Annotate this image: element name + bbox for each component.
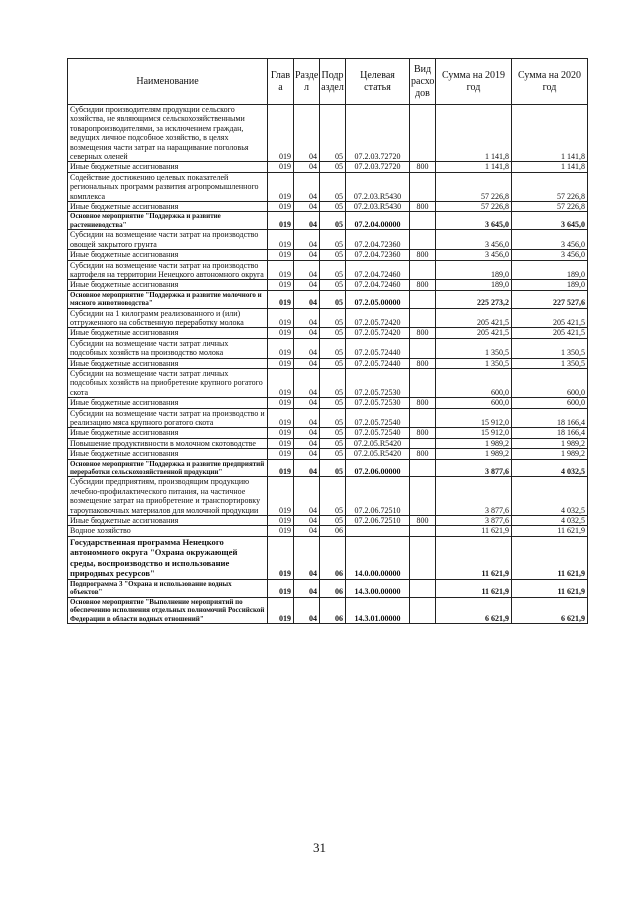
cell-name: Иные бюджетные ассигнования [68,428,268,438]
cell-name: Иные бюджетные ассигнования [68,328,268,338]
cell-razdel: 04 [294,162,320,172]
cell-name: Иные бюджетные ассигнования [68,449,268,459]
cell-glava: 019 [268,250,294,260]
cell-sum2020: 1 141,8 [512,162,588,172]
cell-name: Субсидии на 1 килограмм реализованного и (или) отгруженного на собственную переработку молока [68,308,268,328]
table-row [68,260,588,280]
cell-name: Субсидии на возмещение части затрат личных подсобных хозяйств на производство молока [68,338,268,358]
cell-sum2020: 4 032,5 [512,516,588,526]
cell-podrazdel: 06 [320,579,346,597]
table-row [68,368,588,397]
cell-glava: 019 [268,428,294,438]
cell-podrazdel: 06 [320,526,346,536]
cell-sum2020: 11 621,9 [512,536,588,579]
cell-glava: 019 [268,449,294,459]
cell-sum2019: 3 877,6 [436,459,512,477]
cell-podrazdel: 05 [320,328,346,338]
table-row [68,212,588,230]
cell-vid: 800 [410,358,436,368]
cell-name: Субсидии предприятиям, производящим продукцию лечебно-профилактического питания, на частичное возмещение затрат на приобретение и транспортировку тароупаковочных материалов для молочной продукции [68,477,268,516]
cell-vid [410,597,436,623]
cell-vid [410,526,436,536]
cell-razdel: 04 [294,212,320,230]
cell-vid [410,105,436,162]
cell-glava: 019 [268,172,294,201]
cell-podrazdel: 05 [320,428,346,438]
cell-target: 07.2.05.72420 [346,308,410,328]
cell-razdel: 04 [294,105,320,162]
cell-sum2020: 57 226,8 [512,172,588,201]
cell-vid: 800 [410,398,436,408]
cell-name: Повышение продуктивности в молочном скотоводстве [68,438,268,448]
cell-name: Основное мероприятие "Поддержка и развитие растениеводства" [68,212,268,230]
cell-sum2020: 205 421,5 [512,328,588,338]
cell-name: Субсидии на возмещение части затрат личных подсобных хозяйств на приобретение крупного рогатого скота [68,368,268,397]
cell-name: Основное мероприятие "Поддержка и развитие предприятий переработки сельскохозяйственной продукции" [68,459,268,477]
cell-sum2020: 1 989,2 [512,449,588,459]
cell-name: Иные бюджетные ассигнования [68,250,268,260]
cell-target: 07.2.04.72460 [346,280,410,290]
cell-target: 07.2.04.72360 [346,230,410,250]
cell-sum2019: 11 621,9 [436,536,512,579]
table-row [68,428,588,438]
cell-sum2019: 3 456,0 [436,230,512,250]
cell-vid [410,230,436,250]
table-row [68,438,588,448]
cell-razdel: 04 [294,516,320,526]
cell-glava: 019 [268,536,294,579]
cell-podrazdel: 05 [320,162,346,172]
cell-sum2019: 15 912,0 [436,408,512,428]
cell-sum2019: 1 350,5 [436,338,512,358]
cell-vid: 800 [410,328,436,338]
cell-sum2020: 1 350,5 [512,358,588,368]
cell-sum2019: 1 141,8 [436,162,512,172]
cell-sum2020: 18 166,4 [512,428,588,438]
cell-target: 07.2.06.72510 [346,516,410,526]
cell-sum2020: 6 621,9 [512,597,588,623]
cell-vid: 800 [410,250,436,260]
cell-target: 07.2.03.R5430 [346,202,410,212]
cell-target: 07.2.06.00000 [346,459,410,477]
cell-sum2019: 205 421,5 [436,308,512,328]
cell-name: Субсидии на возмещение части затрат на производство и реализацию мяса крупного рогатого скота [68,408,268,428]
cell-razdel: 04 [294,202,320,212]
cell-razdel: 04 [294,308,320,328]
table-row [68,597,588,623]
table-header-row [68,59,588,105]
cell-vid [410,368,436,397]
cell-sum2019: 57 226,8 [436,172,512,201]
cell-razdel: 04 [294,290,320,308]
table-row [68,579,588,597]
cell-razdel: 04 [294,328,320,338]
cell-sum2019: 11 621,9 [436,579,512,597]
cell-glava: 019 [268,202,294,212]
cell-podrazdel: 05 [320,477,346,516]
cell-sum2020: 227 527,6 [512,290,588,308]
cell-razdel: 04 [294,280,320,290]
cell-target: 07.2.05.R5420 [346,449,410,459]
cell-target: 07.2.05.72540 [346,408,410,428]
table-row [68,338,588,358]
cell-target: 07.2.05.72420 [346,328,410,338]
cell-razdel: 04 [294,230,320,250]
budget-table [67,58,588,624]
cell-target: 07.2.04.72360 [346,250,410,260]
cell-vid [410,260,436,280]
cell-vid: 800 [410,280,436,290]
table-row [68,477,588,516]
cell-razdel: 04 [294,250,320,260]
cell-vid [410,338,436,358]
cell-razdel: 04 [294,260,320,280]
cell-sum2020: 11 621,9 [512,579,588,597]
cell-podrazdel: 05 [320,172,346,201]
cell-name: Иные бюджетные ассигнования [68,358,268,368]
table-row [68,328,588,338]
cell-podrazdel: 05 [320,408,346,428]
cell-sum2019: 1 141,8 [436,105,512,162]
cell-razdel: 04 [294,526,320,536]
cell-sum2019: 1 989,2 [436,449,512,459]
table-row [68,250,588,260]
cell-sum2019: 600,0 [436,398,512,408]
cell-podrazdel: 05 [320,449,346,459]
cell-vid [410,477,436,516]
cell-sum2019: 189,0 [436,280,512,290]
cell-name: Иные бюджетные ассигнования [68,516,268,526]
cell-target: 07.2.04.00000 [346,212,410,230]
cell-sum2019: 3 877,6 [436,477,512,516]
cell-podrazdel: 05 [320,459,346,477]
cell-podrazdel: 05 [320,212,346,230]
table-row [68,230,588,250]
cell-sum2019: 11 621,9 [436,526,512,536]
cell-glava: 019 [268,408,294,428]
cell-vid: 800 [410,428,436,438]
cell-razdel: 04 [294,536,320,579]
table-row [68,358,588,368]
cell-target: 07.2.04.72460 [346,260,410,280]
cell-glava: 019 [268,358,294,368]
cell-razdel: 04 [294,459,320,477]
cell-podrazdel: 05 [320,398,346,408]
cell-name: Иные бюджетные ассигнования [68,202,268,212]
cell-vid [410,172,436,201]
cell-vid [410,579,436,597]
cell-glava: 019 [268,162,294,172]
cell-podrazdel: 06 [320,536,346,579]
cell-target: 14.0.00.00000 [346,536,410,579]
cell-target: 07.2.05.72530 [346,398,410,408]
cell-name: Подпрограмма 3 "Охрана и использование водных объектов" [68,579,268,597]
cell-razdel: 04 [294,597,320,623]
cell-name: Основное мероприятие "Выполнение мероприятий по обеспечению исполнения отдельных полномочий Российской Федерации в области водных отношений" [68,597,268,623]
cell-sum2019: 57 226,8 [436,202,512,212]
cell-sum2019: 205 421,5 [436,328,512,338]
cell-glava: 019 [268,280,294,290]
cell-sum2019: 15 912,0 [436,428,512,438]
cell-sum2020: 11 621,9 [512,526,588,536]
cell-vid [410,536,436,579]
cell-name: Основное мероприятие "Поддержка и развитие молочного и мясного животноводства" [68,290,268,308]
cell-glava: 019 [268,328,294,338]
header-name: Наименование [68,59,268,105]
table-row [68,202,588,212]
cell-razdel: 04 [294,438,320,448]
cell-sum2020: 1 141,8 [512,105,588,162]
cell-vid: 800 [410,162,436,172]
cell-sum2020: 600,0 [512,368,588,397]
cell-glava: 019 [268,438,294,448]
cell-podrazdel: 05 [320,230,346,250]
cell-glava: 019 [268,308,294,328]
cell-name: Иные бюджетные ассигнования [68,162,268,172]
table-row [68,280,588,290]
cell-podrazdel: 05 [320,368,346,397]
cell-sum2020: 600,0 [512,398,588,408]
header-sum2019: Сумма на 2019 год [436,59,512,105]
cell-podrazdel: 05 [320,105,346,162]
cell-target: 07.2.05.72530 [346,368,410,397]
cell-sum2020: 57 226,8 [512,202,588,212]
cell-podrazdel: 06 [320,597,346,623]
cell-glava: 019 [268,290,294,308]
cell-target: 07.2.06.72510 [346,477,410,516]
cell-razdel: 04 [294,368,320,397]
table-row [68,408,588,428]
cell-name: Субсидии на возмещение части затрат на производство картофеля на территории Ненецкого автономного округа [68,260,268,280]
cell-sum2020: 18 166,4 [512,408,588,428]
cell-target: 07.2.05.00000 [346,290,410,308]
cell-razdel: 04 [294,172,320,201]
cell-sum2020: 4 032,5 [512,477,588,516]
cell-vid [410,438,436,448]
cell-glava: 019 [268,105,294,162]
cell-razdel: 04 [294,338,320,358]
cell-sum2019: 1 350,5 [436,358,512,368]
table-row [68,516,588,526]
cell-sum2019: 600,0 [436,368,512,397]
cell-razdel: 04 [294,428,320,438]
cell-vid [410,459,436,477]
cell-sum2019: 6 621,9 [436,597,512,623]
table-row [68,459,588,477]
cell-podrazdel: 05 [320,516,346,526]
table-row [68,290,588,308]
cell-glava: 019 [268,230,294,250]
cell-sum2020: 205 421,5 [512,308,588,328]
cell-glava: 019 [268,459,294,477]
cell-name: Субсидии производителям продукции сельского хозяйства, не являющимся сельскохозяйственными товаропроизводителями, за исключением граждан, ведущих личное подсобное хозяйство, в целях возмещения части затрат на наращивание поголовья северных оленей [68,105,268,162]
cell-target: 07.2.03.72720 [346,105,410,162]
cell-sum2019: 189,0 [436,260,512,280]
cell-razdel: 04 [294,408,320,428]
cell-podrazdel: 05 [320,280,346,290]
header-vid: Вид расхо дов [410,59,436,105]
header-glava: Глав а [268,59,294,105]
cell-sum2020: 1 350,5 [512,338,588,358]
cell-target: 07.2.05.R5420 [346,438,410,448]
table-row [68,105,588,162]
cell-glava: 019 [268,526,294,536]
cell-podrazdel: 05 [320,338,346,358]
cell-razdel: 04 [294,398,320,408]
cell-name: Иные бюджетные ассигнования [68,398,268,408]
cell-sum2020: 3 645,0 [512,212,588,230]
table-row [68,172,588,201]
cell-vid: 800 [410,516,436,526]
cell-razdel: 04 [294,358,320,368]
table-row [68,536,588,579]
header-razdel: Разде л [294,59,320,105]
cell-sum2020: 4 032,5 [512,459,588,477]
header-target: Целевая статья [346,59,410,105]
cell-sum2020: 1 989,2 [512,438,588,448]
cell-target: 14.3.00.00000 [346,579,410,597]
cell-podrazdel: 05 [320,202,346,212]
cell-name: Водное хозяйство [68,526,268,536]
cell-vid [410,408,436,428]
cell-sum2019: 3 456,0 [436,250,512,260]
cell-podrazdel: 05 [320,260,346,280]
cell-target [346,526,410,536]
cell-glava: 019 [268,597,294,623]
cell-glava: 019 [268,338,294,358]
cell-podrazdel: 05 [320,358,346,368]
cell-razdel: 04 [294,477,320,516]
table-body [68,105,588,624]
cell-glava: 019 [268,368,294,397]
cell-target: 07.2.05.72440 [346,358,410,368]
cell-glava: 019 [268,477,294,516]
cell-name: Содействие достижению целевых показателей региональных программ развития агропромышленного комплекса [68,172,268,201]
cell-target: 07.2.03.R5430 [346,172,410,201]
table-row [68,162,588,172]
cell-target: 07.2.05.72440 [346,338,410,358]
cell-sum2020: 3 456,0 [512,230,588,250]
cell-name: Иные бюджетные ассигнования [68,280,268,290]
page-number: 31 [313,840,326,855]
cell-sum2020: 189,0 [512,260,588,280]
cell-vid: 800 [410,202,436,212]
cell-name: Субсидии на возмещение части затрат на производство овощей закрытого грунта [68,230,268,250]
cell-glava: 019 [268,212,294,230]
cell-glava: 019 [268,579,294,597]
cell-sum2020: 3 456,0 [512,250,588,260]
cell-sum2019: 3 645,0 [436,212,512,230]
cell-name: Государственная программа Ненецкого автономного округа "Охрана окружающей среды, воспроизводство и использование природных ресурсов" [68,536,268,579]
cell-vid [410,212,436,230]
cell-target: 14.3.01.00000 [346,597,410,623]
cell-razdel: 04 [294,579,320,597]
cell-vid: 800 [410,449,436,459]
header-sum2020: Сумма на 2020 год [512,59,588,105]
cell-podrazdel: 05 [320,290,346,308]
cell-target: 07.2.03.72720 [346,162,410,172]
cell-sum2020: 189,0 [512,280,588,290]
cell-glava: 019 [268,516,294,526]
table-row [68,449,588,459]
table-row [68,308,588,328]
cell-vid [410,290,436,308]
cell-razdel: 04 [294,449,320,459]
cell-podrazdel: 05 [320,250,346,260]
cell-sum2019: 3 877,6 [436,516,512,526]
table-row [68,526,588,536]
table-row [68,398,588,408]
cell-target: 07.2.05.72540 [346,428,410,438]
cell-glava: 019 [268,398,294,408]
cell-podrazdel: 05 [320,308,346,328]
cell-glava: 019 [268,260,294,280]
cell-sum2019: 225 273,2 [436,290,512,308]
cell-vid [410,308,436,328]
cell-sum2019: 1 989,2 [436,438,512,448]
cell-podrazdel: 05 [320,438,346,448]
header-podrazdel: Подр аздел [320,59,346,105]
